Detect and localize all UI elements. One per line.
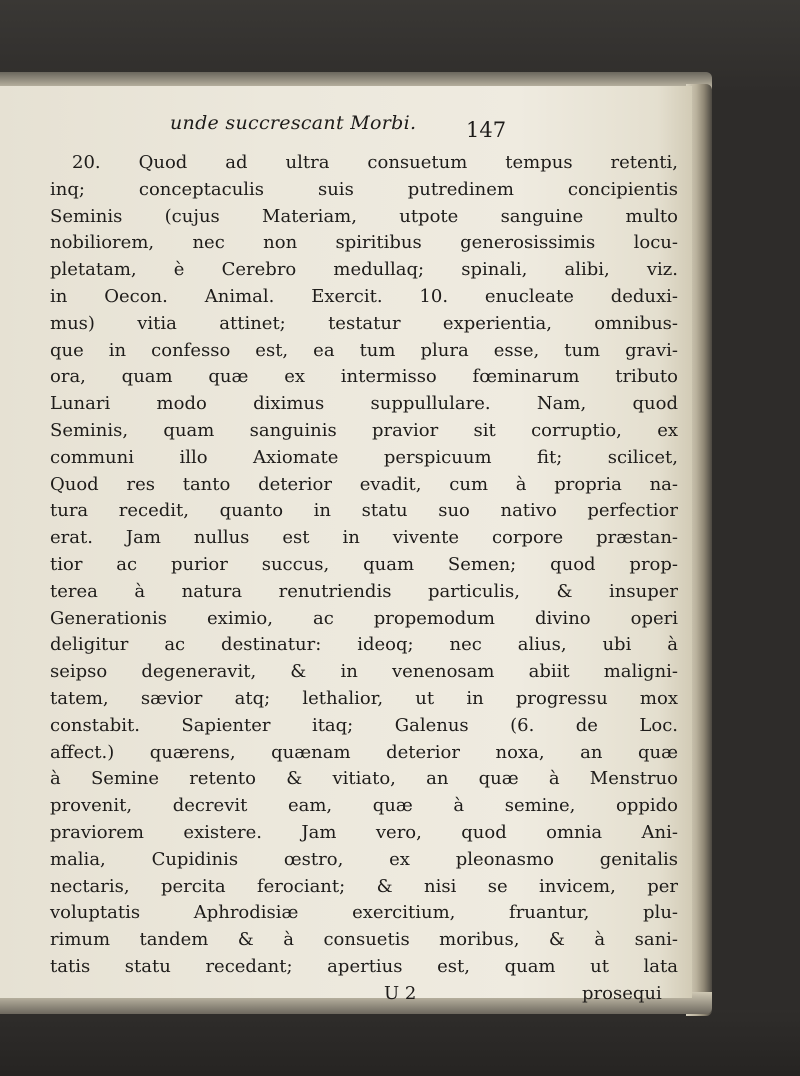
text-line: communi illo Axiomate perspicuum fit; scilicet,	[50, 446, 678, 468]
text-line: Lunari modo diximus suppullulare. Nam, quod	[50, 393, 678, 415]
text-line: affect.) quærens, quænam deterior noxa, an quæ	[50, 741, 678, 763]
text-line: mus) vitia attinet; testatur experientia, omnibus-	[50, 312, 678, 334]
page-footer	[50, 981, 678, 1008]
text-line: in Oecon. Animal. Exercit. 10. enucleate deduxi-	[50, 285, 678, 307]
catchword: prosequi	[582, 982, 662, 1004]
body-text	[50, 150, 678, 1008]
text-line: malia, Cupidinis œstro, ex pleonasmo genitalis	[50, 848, 678, 870]
text-line: que in confesso est, ea tum plura esse, tum gravi-	[50, 339, 678, 361]
page-number: 147	[466, 118, 507, 142]
text-line: Seminis (cujus Materiam, utpote sanguine multo	[50, 205, 678, 227]
text-line: tatem, sævior atq; lethalior, ut in progressu mox	[50, 687, 678, 709]
text-line: seipso degeneravit, & in venenosam abiit maligni-	[50, 661, 678, 683]
text-line: nectaris, percita ferociant; & nisi se invicem, per	[50, 875, 678, 897]
text-line: tura recedit, quanto in statu suo nativo perfectior	[50, 500, 678, 522]
text-line: pletatam, è Cerebro medullaq; spinali, alibi, viz.	[50, 259, 678, 281]
text-line: terea à natura renutriendis particulis, & insuper	[50, 580, 678, 602]
text-line: inq; conceptaculis suis putredinem concipientis	[50, 178, 678, 200]
text-line: ora, quam quæ ex intermisso fœminarum tributo	[50, 366, 678, 388]
text-line: constabit. Sapienter itaq; Galenus (6. de Loc.	[50, 714, 678, 736]
text-line: à Semine retento & vitiato, an quæ à Menstruo	[50, 768, 678, 790]
text-line: Seminis, quam sanguinis pravior sit corruptio, ex	[50, 419, 678, 441]
text-line: tatis statu recedant; apertius est, quam ut lata	[50, 955, 678, 977]
text-line: Generationis eximio, ac propemodum divino operi	[50, 607, 678, 629]
background-bottom	[0, 1010, 800, 1076]
text-line: 20. Quod ad ultra consuetum tempus retenti,	[72, 152, 678, 173]
text-line: praviorem existere. Jam vero, quod omnia Ani-	[50, 821, 678, 843]
text-line: nobiliorem, nec non spiritibus generosissimis locu-	[50, 232, 678, 254]
text-line: deligitur ac destinatur: ideoq; nec alius, ubi à	[50, 634, 678, 656]
text-line: rimum tandem & à consuetis moribus, & à sani-	[50, 929, 678, 951]
text-line: voluptatis Aphrodisiæ exercitium, fruantur, plu-	[50, 902, 678, 924]
signature-mark: U 2	[384, 982, 417, 1004]
text-line: erat. Jam nullus est in vivente corpore præstan-	[50, 527, 678, 549]
text-line: tior ac purior succus, quam Semen; quod prop-	[50, 553, 678, 575]
page-header	[170, 104, 660, 144]
text-line: Quod res tanto deterior evadit, cum à propria na-	[50, 473, 678, 495]
text-line: provenit, decrevit eam, quæ à semine, oppido	[50, 795, 678, 817]
running-head: unde succrescant Morbi.	[170, 112, 417, 134]
book-page	[0, 86, 692, 1004]
